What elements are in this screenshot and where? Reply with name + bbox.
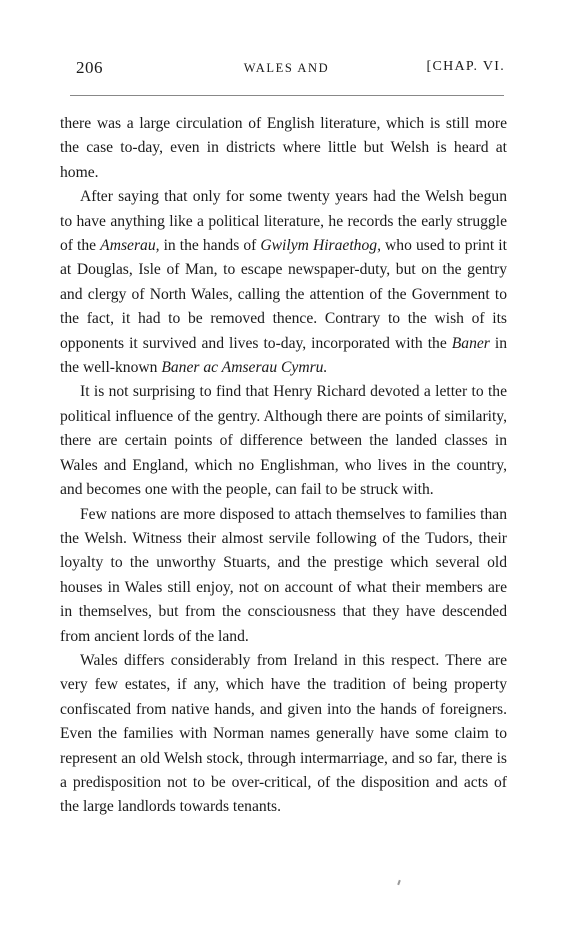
text-run: who used to print it at Douglas, Isle of Man, to escape newspaper-duty, but on the gentry and clergy of North Wales, calling the attention of the Government to the fact, it had to be removed thence. Contrary to the wish of its opponents it survived and lives to-day, incorporated with the	[60, 237, 507, 352]
paragraph	[60, 649, 507, 820]
text-run: Few nations are more disposed to attach themselves to families than the Welsh. Witness their almost servile following of the Tudors, their loyalty to the unworthy Stuarts, and the prestige which several old houses in Wales still enjoy, not on account of what their members are in themselves, but from the consciousness that they have descended from ancient lords of the land.	[60, 505, 507, 645]
text-run: After saying that only for some twenty years had the Welsh begun to have anything like a political literature, he records the early struggle of the	[60, 188, 507, 255]
text-run: in the well-known	[60, 334, 507, 377]
paragraph	[60, 112, 507, 185]
text-run: there was a large circulation of English literature, which is still more the case to-day, even in districts where little but Welsh is heard at home.	[60, 115, 507, 181]
italic-text: Amserau,	[100, 237, 160, 255]
body-text	[60, 112, 507, 820]
text-run: in the hands of	[159, 237, 261, 255]
chapter-reference: [CHAP. VI.	[426, 59, 505, 74]
paragraph	[60, 503, 507, 649]
paragraph	[60, 380, 507, 502]
italic-text: Baner ac Amserau Cymru.	[161, 359, 328, 377]
page-header	[68, 58, 505, 80]
italic-text: Baner	[451, 334, 490, 352]
italic-text: Gwilym Hiraethog,	[260, 237, 381, 255]
page-number: 206	[76, 58, 103, 77]
text-run: It is not surprising to find that Henry Richard devoted a letter to the political influence of the gentry. Although there are points of similarity, there are certain points of difference between the landed classes in Wales and England, which no Englishman, who lives in the country, and becomes one with the people, can fail to be struck with.	[60, 383, 507, 499]
text-run: Wales differs considerably from Ireland in this respect. There are very few estates, if any, which have the tradition of being property confiscated from native hands, and given into the hands of foreigners. Even the families with Norman names generally have some claim to represent an old Welsh stock, through intermarriage, and so far, there is a predisposition not to be over-critical, of the disposition and acts of the large landlords towards tenants.	[60, 651, 507, 816]
header-rule	[70, 95, 504, 96]
print-mark	[397, 880, 401, 885]
paragraph	[60, 185, 507, 380]
running-head: WALES AND	[243, 61, 330, 75]
